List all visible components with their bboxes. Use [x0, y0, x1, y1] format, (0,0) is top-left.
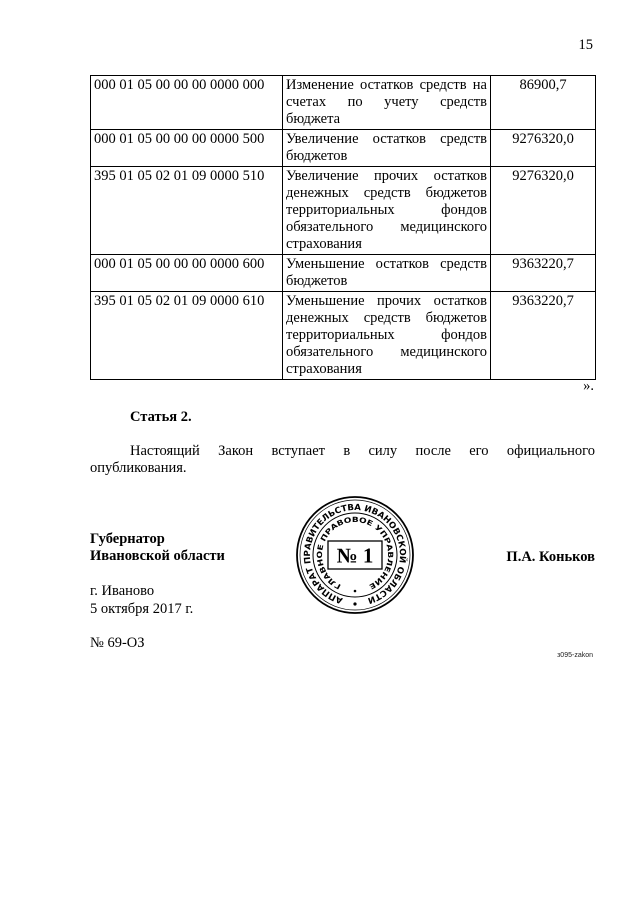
description-cell: [283, 76, 491, 130]
description-line: страхования: [286, 236, 362, 252]
stamp-center-text: № 1: [336, 543, 374, 568]
description-line: обязательного медицинского: [286, 344, 487, 360]
signatory-title: [90, 531, 225, 565]
budget-code: 000 01 05 00 00 00 0000 600: [91, 255, 283, 292]
description-line: бюджетов: [286, 148, 348, 164]
description-line: счетах по учету средств: [286, 94, 487, 110]
description-cell: [283, 292, 491, 380]
article-body: [90, 443, 595, 477]
description-line: страхования: [286, 361, 362, 377]
table-row: [91, 130, 596, 167]
table-row: [91, 255, 596, 292]
amount: 86900,7: [491, 76, 596, 130]
budget-sources-table: [90, 75, 596, 380]
amount: 9276320,0: [491, 167, 596, 255]
description-line: бюджета: [286, 111, 341, 127]
signatory-title-line: Губернатор: [90, 531, 165, 547]
file-reference: з095-zakon: [557, 652, 593, 659]
description-cell: [283, 130, 491, 167]
budget-code: 000 01 05 00 00 00 0000 500: [91, 130, 283, 167]
description-line: обязательного медицинского: [286, 219, 487, 235]
budget-code: 000 01 05 00 00 00 0000 000: [91, 76, 283, 130]
description-line: денежных средств бюджетов: [286, 310, 487, 326]
place-of-signing: г. Иваново: [90, 583, 155, 599]
table-row: [91, 76, 596, 130]
description-cell: [283, 167, 491, 255]
description-line: территориальных фондов: [286, 327, 487, 343]
official-stamp: [294, 494, 416, 616]
amount: 9276320,0: [491, 130, 596, 167]
article-heading: Статья 2.: [130, 409, 192, 425]
stamp-outer-text: АППАРАТ ПРАВИТЕЛЬСТВА ИВАНОВСКОЙ ОБЛАСТИ: [302, 502, 408, 606]
page-number: 15: [578, 37, 593, 53]
description-line: Уменьшение остатков средств: [286, 256, 487, 272]
description-line: денежных средств бюджетов: [286, 185, 487, 201]
description-cell: [283, 255, 491, 292]
law-number: № 69-ОЗ: [90, 635, 145, 651]
description-line: Увеличение остатков средств: [286, 131, 487, 147]
description-line: Увеличение прочих остатков: [286, 168, 487, 184]
description-line: бюджетов: [286, 273, 348, 289]
signatory-title-line: Ивановской области: [90, 548, 225, 564]
amount: 9363220,7: [491, 292, 596, 380]
stamp-dot: [354, 590, 357, 593]
table-row: [91, 167, 596, 255]
description-line: Изменение остатков средств на: [286, 77, 487, 93]
amount: 9363220,7: [491, 255, 596, 292]
signatory-name: П.А. Коньков: [506, 549, 595, 565]
description-line: Уменьшение прочих остатков: [286, 293, 487, 309]
stamp-dot: [353, 602, 356, 605]
article-text-line: Настоящий Закон вступает в силу после его официального: [130, 443, 595, 459]
signing-date: 5 октября 2017 г.: [90, 601, 194, 617]
stamp-inner-text: ГЛАВНОЕ ПРАВОВОЕ УПРАВЛЕНИЕ: [314, 514, 396, 592]
budget-code: 395 01 05 02 01 09 0000 610: [91, 292, 283, 380]
article-text-line: опубликования.: [90, 460, 187, 476]
budget-code: 395 01 05 02 01 09 0000 510: [91, 167, 283, 255]
description-line: территориальных фондов: [286, 202, 487, 218]
closing-quote: ».: [583, 378, 594, 394]
table-row: [91, 292, 596, 380]
